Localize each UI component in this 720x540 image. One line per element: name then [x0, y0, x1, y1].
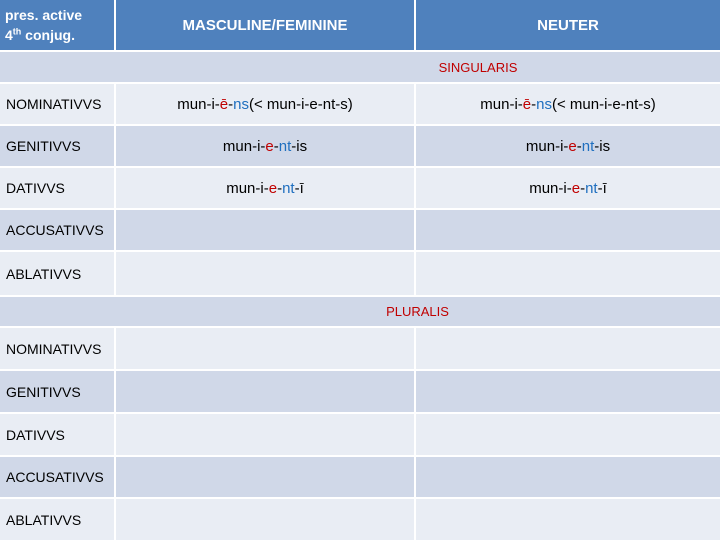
column-header-masculine-feminine-label: MASCULINE/FEMININE [182, 16, 348, 34]
section-label-singular [0, 52, 720, 82]
form-cell-neuter [416, 414, 720, 455]
form-cell-neuter [416, 84, 720, 124]
form-part: mun-i- [529, 179, 572, 197]
form-cell-masculine-feminine [116, 457, 414, 497]
case-label: NOMINATIVVS [0, 84, 114, 124]
section-label-plural [0, 297, 720, 326]
form-cell-neuter [416, 210, 720, 250]
form-part: -is [594, 137, 611, 155]
form-part: nt [585, 179, 598, 197]
corner-header-cell [0, 0, 114, 50]
form-cell-neuter [416, 457, 720, 497]
section-label-singular-text: SINGULARIS [438, 59, 518, 75]
form-part: mun-i- [226, 179, 269, 197]
form-cell-masculine-feminine [116, 371, 414, 412]
form-part: - [531, 95, 537, 113]
column-header-masculine-feminine [116, 0, 414, 50]
form-part: mun-i- [525, 137, 569, 155]
case-label: GENITIVVS [0, 371, 114, 412]
form-cell-neuter [416, 168, 720, 208]
section-label-plural-text: PLURALIS [386, 304, 449, 319]
form-part: ē [522, 95, 532, 113]
conjugation-ordinal-suffix: th [12, 26, 22, 37]
form-part: - [580, 179, 586, 197]
form-part: - [228, 95, 234, 113]
form-part: (< mun-i-e-nt-s) [248, 95, 353, 113]
column-header-neuter [416, 0, 720, 50]
form-cell-masculine-feminine [116, 126, 414, 166]
form-cell-masculine-feminine [116, 168, 414, 208]
form-part: -is [291, 137, 308, 155]
form-cell-neuter [416, 328, 720, 369]
form-cell-masculine-feminine [116, 252, 414, 295]
case-label: DATIVVS [0, 414, 114, 455]
form-part: ns [536, 95, 552, 113]
corner-header-line1: pres. active [5, 7, 83, 23]
form-cell-neuter [416, 126, 720, 166]
form-part: - [576, 137, 582, 155]
case-label: ABLATIVVS [0, 252, 114, 295]
form-cell-masculine-feminine [116, 499, 414, 540]
column-header-neuter-label: NEUTER [537, 16, 599, 34]
form-cell-neuter [416, 252, 720, 295]
corner-header-line2 [5, 25, 114, 45]
form-part: nt [581, 137, 595, 155]
form-part: (< mun-i-e-nt-s) [551, 95, 656, 113]
form-cell-neuter [416, 499, 720, 540]
case-label: ABLATIVVS [0, 499, 114, 540]
form-part: ns [233, 95, 249, 113]
form-cell-masculine-feminine [116, 210, 414, 250]
form-part: - [273, 137, 279, 155]
form-part: e [571, 179, 581, 197]
form-part: mun-i- [177, 95, 220, 113]
form-part: e [568, 137, 577, 155]
form-cell-masculine-feminine [116, 414, 414, 455]
conjugation-number: 4 [5, 27, 13, 43]
form-part: ē [219, 95, 229, 113]
form-part: mun-i- [222, 137, 266, 155]
form-cell-masculine-feminine [116, 328, 414, 369]
conjugation-word: conjug. [21, 27, 75, 43]
form-part: e [268, 179, 278, 197]
form-part: -ī [294, 179, 304, 197]
form-part: e [265, 137, 274, 155]
case-label: DATIVVS [0, 168, 114, 208]
case-label: ACCUSATIVVS [0, 457, 114, 497]
form-cell-masculine-feminine [116, 84, 414, 124]
case-label: ACCUSATIVVS [0, 210, 114, 250]
form-part: -ī [597, 179, 607, 197]
case-label: GENITIVVS [0, 126, 114, 166]
form-part: nt [278, 137, 292, 155]
form-cell-neuter [416, 371, 720, 412]
case-label: NOMINATIVVS [0, 328, 114, 369]
form-part: nt [282, 179, 295, 197]
form-part: mun-i- [480, 95, 523, 113]
form-part: - [277, 179, 283, 197]
